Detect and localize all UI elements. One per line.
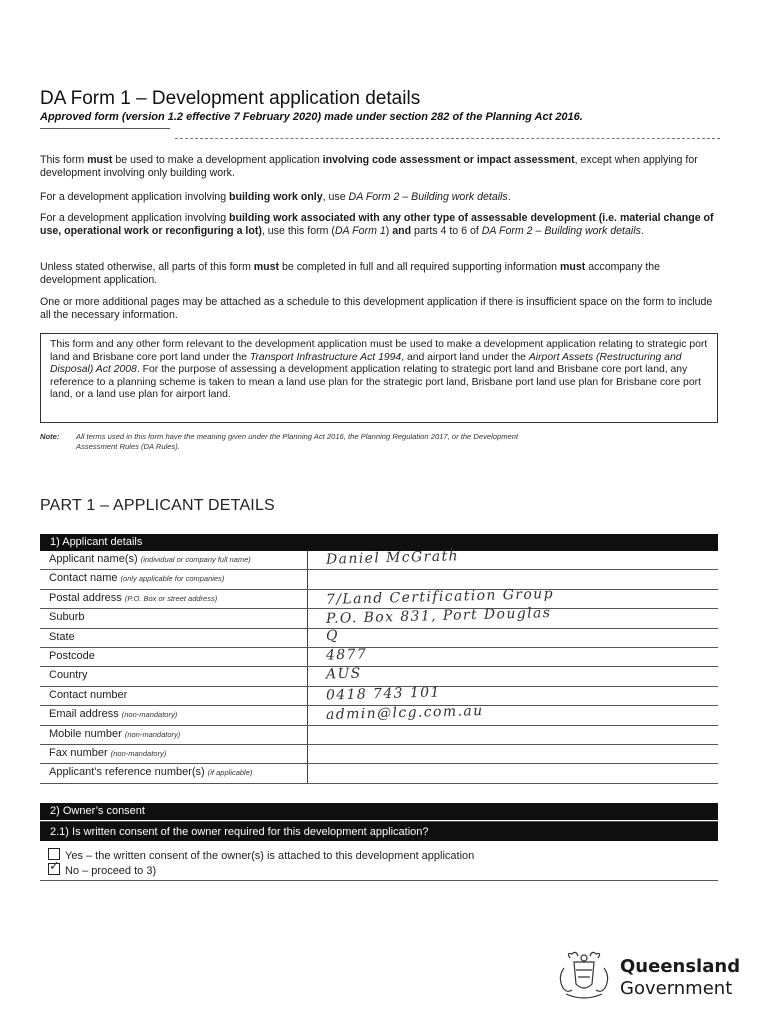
table-row: [40, 648, 718, 667]
field-hint: (only applicable for companies): [120, 574, 225, 584]
form-title: DA Form 1 – Development application details: [40, 88, 421, 109]
field-label-text: Contact number: [49, 688, 128, 701]
field-label: [40, 726, 308, 744]
intro-paragraph-3: For a development application involving building work associated with any other type of assessable development (i.e. material change of use, operational work or reconfiguring a lot), use this form (DA Form 1) and parts 4 to 6 of DA Form 2 – Building work details.: [40, 212, 714, 237]
field-hint: (non-mandatory): [121, 710, 178, 720]
field-input[interactable]: [308, 667, 718, 685]
note-label: Note:: [40, 432, 60, 441]
field-label: [40, 764, 308, 782]
port-land-notice-box: This form and any other form relevant to the development application must be used to make a development application relating to strategic port land and Brisbane core port land under the Transport Infrastructure Act 1994, and airport land under the Airport Assets (Restructuring and Disposal) Act 2008. For the purpose of assessing a development application relating to strategic port land and Brisbane core port land, any reference to a planning scheme is taken to mean a land use plan for the strategic port land, Brisbane port land use plan for Brisbane core port land, or a land use plan for airport land.: [40, 333, 718, 423]
field-label-text: Country: [49, 669, 88, 682]
field-label-text: Suburb: [49, 611, 85, 624]
field-input[interactable]: [308, 570, 718, 588]
title-rule-dashed: [175, 138, 720, 139]
field-input[interactable]: [308, 684, 718, 705]
field-label: [40, 667, 308, 685]
part-1-heading: PART 1 – APPLICANT DETAILS: [40, 497, 275, 514]
applicant-details-header: 1) Applicant details: [40, 534, 718, 551]
form-subtitle: Approved form (version 1.2 effective 7 February 2020) made under section 282 of the Planning Act 2016.: [40, 111, 583, 123]
field-input[interactable]: [308, 726, 718, 744]
table-row: [40, 726, 718, 745]
field-label: [40, 629, 308, 647]
intro-paragraph-5: One or more additional pages may be attached as a schedule to this development application if there is insufficient space on the form to include all the necessary information.: [40, 296, 713, 321]
field-label-text: Contact name: [49, 572, 121, 585]
field-hint: (P.O. Box or street address): [124, 593, 218, 603]
table-row: [40, 629, 718, 648]
field-label: [40, 687, 308, 705]
field-label-text: State: [49, 630, 75, 643]
consent-no-label: No – proceed to 3): [65, 865, 157, 877]
field-input[interactable]: [308, 745, 718, 763]
field-input[interactable]: [308, 605, 718, 628]
field-label-text: Applicant’s reference number(s): [49, 766, 208, 779]
logo-government: Government: [620, 978, 733, 999]
handwritten-value: Q: [325, 627, 340, 644]
table-row: [40, 703, 718, 725]
field-label: [40, 706, 308, 724]
field-label: [40, 570, 308, 588]
field-label: [40, 648, 308, 666]
consent-yes-label: Yes – the written consent of the owner(s) is attached to this development application: [65, 850, 475, 862]
handwritten-value: 4877: [325, 646, 368, 664]
field-hint: (if applicable): [207, 768, 253, 778]
handwritten-value: AUS: [325, 665, 362, 683]
table-row: [40, 570, 718, 589]
handwritten-value: admin@lcg.com.au: [325, 703, 484, 724]
field-label-text: Email address: [49, 708, 122, 721]
check-mark-icon: ✓: [49, 859, 60, 874]
intro-paragraph-4: Unless stated otherwise, all parts of this form must be completed in full and all required supporting information must accompany the development application.: [40, 261, 661, 286]
coat-of-arms-icon: [556, 950, 612, 1002]
logo-queensland: Queensland: [620, 956, 741, 977]
table-row: [40, 585, 718, 609]
handwritten-value: 7/Land Certification Group: [325, 585, 555, 608]
table-row: [40, 667, 718, 686]
field-hint: (non-mandatory): [124, 729, 181, 739]
field-label: [40, 745, 308, 763]
consent-bottom-rule: [40, 880, 718, 881]
intro-paragraph-2: For a development application involving building work only, use DA Form 2 – Building work details.: [40, 191, 511, 203]
title-rule-left: [40, 128, 170, 129]
field-label: [40, 590, 308, 608]
terms-note: [40, 432, 720, 451]
note-line-2: Assessment Rules (DA Rules).: [76, 441, 180, 451]
field-label-text: Postcode: [49, 649, 95, 662]
field-input[interactable]: [308, 629, 718, 647]
field-label-text: Applicant name(s): [49, 553, 141, 565]
field-label-text: Postal address: [49, 591, 125, 604]
field-input[interactable]: [308, 648, 718, 666]
owners-consent-header: 2) Owner’s consent: [40, 803, 718, 820]
field-label: [40, 609, 308, 627]
handwritten-value: Daniel McGrath: [325, 548, 460, 568]
handwritten-value: P.O. Box 831, Port Douglas: [325, 605, 552, 628]
field-hint: (individual or company full name): [140, 555, 251, 564]
queensland-government-logo: [556, 950, 741, 1002]
field-hint: (non-mandatory): [110, 748, 167, 758]
field-label: [40, 551, 308, 569]
field-label-text: Mobile number: [49, 727, 125, 740]
consent-no-option[interactable]: [48, 859, 157, 877]
note-line-1: All terms used in this form have the meaning given under the Planning Act 2016, the Planning Regulation 2017, or the Development: [76, 432, 519, 441]
owners-consent-question: 2.1) Is written consent of the owner required for this development application?: [40, 821, 718, 841]
handwritten-value: 0418 743 101: [325, 684, 441, 704]
table-row: [40, 605, 718, 628]
consent-no-checkbox[interactable]: [48, 859, 60, 875]
field-label-text: Fax number: [49, 746, 111, 759]
table-row: [40, 684, 718, 706]
field-input[interactable]: [308, 703, 718, 724]
table-row: [40, 548, 718, 570]
intro-paragraph-1: This form must be used to make a development application involving code assessment or impact assessment, except when applying for development involving only building work.: [40, 154, 698, 179]
table-row: [40, 764, 718, 783]
field-input[interactable]: [308, 764, 718, 782]
applicant-details-table: [40, 548, 718, 784]
consent-yes-option[interactable]: [48, 848, 474, 862]
table-row: [40, 745, 718, 764]
field-input[interactable]: [308, 548, 718, 569]
